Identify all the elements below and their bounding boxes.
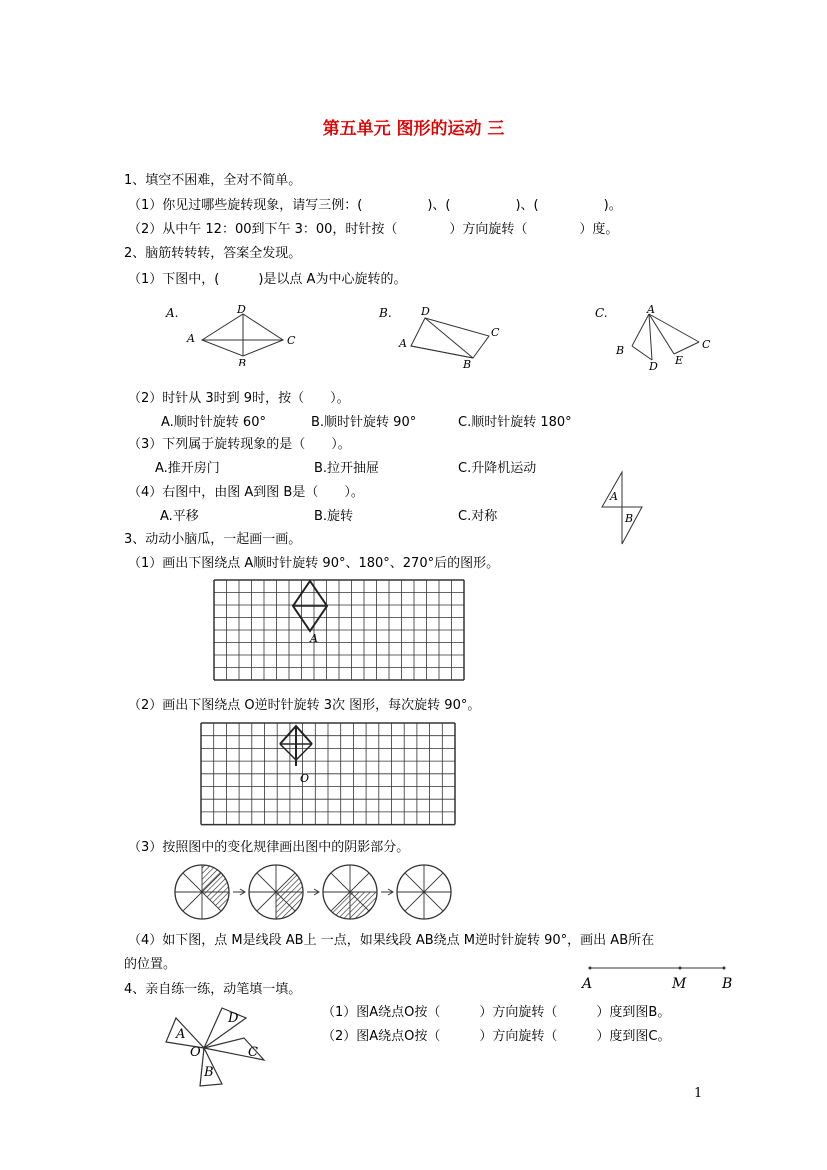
q4-1: （1）图A绕点O按（ ）方向旋转（ ）度到图B。 (322, 1005, 671, 1020)
svg-text:B: B (722, 976, 733, 992)
svg-text:A: A (310, 632, 318, 645)
q2-2: （2）时针从 3时到 9时，按（ ）。 (128, 391, 350, 406)
arrow (307, 889, 319, 895)
svg-text:D: D (237, 303, 246, 316)
q2-4: （4）右图中，由图 A到图 B是（ ）。 (128, 485, 364, 500)
q3-4-line2: 的位置。 (124, 957, 177, 972)
opt-a-label: A. (166, 306, 179, 320)
opt-b-label: B. (379, 306, 392, 320)
q1-heading: 1、填空不困难，全对不简单。 (124, 173, 302, 188)
q2-4-opt-c: C.对称 (458, 509, 498, 524)
q2-1: （1）下图中，( )是以点 A为中心旋转的。 (128, 272, 407, 287)
svg-text:C: C (287, 334, 296, 347)
q4-heading: 4、亲自练一练，动笔填一填。 (124, 982, 302, 997)
svg-text:O: O (300, 772, 310, 785)
q2-3-opt-b: B.拉开抽屉 (314, 461, 380, 476)
svg-text:C: C (248, 1045, 258, 1060)
shaded-sector (202, 892, 229, 911)
opt-c-label: C. (595, 306, 608, 320)
svg-text:A: A (647, 303, 655, 316)
grid-2 (200, 722, 456, 827)
grid-1 (213, 579, 465, 684)
q2-3-opt-c: C.升降机运动 (458, 461, 537, 476)
q3-3: （3）按照图中的变化规律画出图中的阴影部分。 (128, 840, 410, 855)
q2-2-opt-c: C.顺时针旋转 180° (458, 415, 572, 430)
q3-4-line1: （4）如下图，点 M是线段 AB上 一点，如果线段 AB绕点 M逆时针旋转 90°，画出 AB所在 (128, 933, 655, 948)
svg-text:A: A (582, 976, 593, 992)
pinwheel-figure (160, 1002, 285, 1087)
shaded-sector (331, 892, 350, 919)
q3-heading: 3、动动小脑瓜，一起画一画。 (124, 532, 302, 547)
page-number: 1 (694, 1086, 703, 1101)
q2-figure-a (160, 298, 310, 366)
q4-2: （2）图A绕点O按（ ）方向旋转（ ）度到图C。 (322, 1029, 671, 1044)
q2-2-opt-a: A.顺时针旋转 60° (161, 415, 266, 430)
svg-text:D: D (421, 305, 430, 318)
svg-text:B: B (204, 1065, 214, 1080)
q3-1: （1）画出下图绕点 A顺时针旋转 90°、180°、270°后的图形。 (128, 556, 500, 571)
q2-2-opt-b: B.顺时针旋转 90° (311, 415, 417, 430)
svg-text:A: A (176, 1027, 186, 1042)
svg-text:E: E (675, 354, 684, 367)
svg-text:A: A (610, 490, 618, 503)
svg-text:D: D (228, 1011, 239, 1026)
svg-text:C: C (702, 338, 711, 351)
q3-2: （2）画出下图绕点 O逆时针旋转 3次 图形，每次旋转 90°。 (128, 698, 481, 713)
arrow (381, 889, 393, 895)
q1-2: （2）从中午 12：00到下午 3：00，时针按（ ）方向旋转（ ）度。 (128, 222, 619, 237)
svg-text:C: C (491, 326, 500, 339)
svg-text:B: B (463, 358, 472, 370)
svg-text:M: M (672, 976, 687, 992)
svg-text:B: B (238, 357, 247, 366)
svg-text:A: A (399, 337, 407, 350)
segment-ab (576, 962, 736, 994)
q2-4-figure (592, 470, 652, 548)
svg-text:D: D (649, 360, 658, 373)
q1-1: （1）你见过哪些旋转现象，请写三例：( )、( )、( )。 (128, 198, 622, 213)
shaded-sector (276, 873, 303, 892)
q2-figure-b (375, 300, 505, 370)
q2-heading: 2、脑筋转转转，答案全发现。 (124, 246, 302, 261)
svg-text:B: B (625, 512, 634, 525)
page-title: 第五单元 图形的运动 三 (322, 119, 505, 139)
svg-text:B: B (616, 344, 625, 357)
svg-text:O: O (190, 1045, 201, 1060)
q2-figure-c (592, 300, 722, 375)
q2-4-opt-a: A.平移 (160, 509, 199, 524)
circles-pattern (170, 860, 470, 924)
q2-3: （3）下列属于旋转现象的是（ ）。 (128, 437, 351, 452)
arrow (233, 889, 245, 895)
q2-3-opt-a: A.推开房门 (155, 461, 220, 476)
svg-text:A: A (187, 332, 195, 345)
q2-4-opt-b: B.旋转 (314, 509, 354, 524)
